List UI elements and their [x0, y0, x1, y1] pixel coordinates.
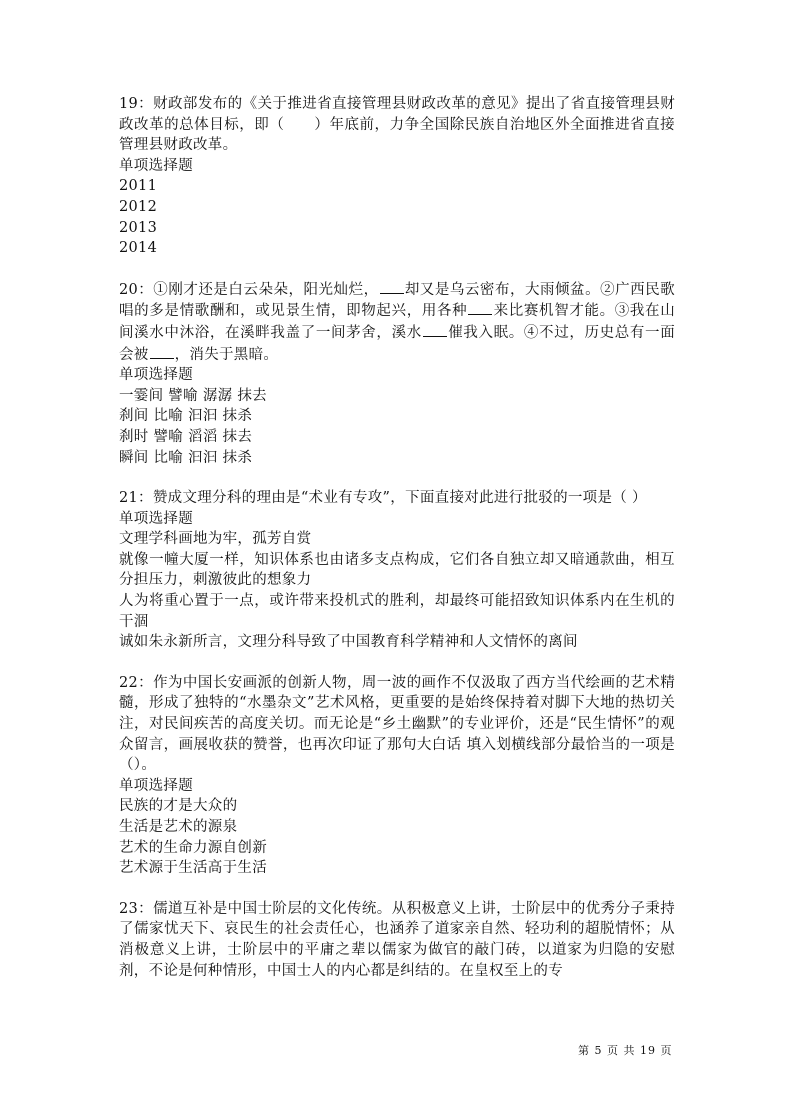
option: 艺术源于生活高于生活 — [119, 860, 267, 877]
option: 2012 — [119, 198, 158, 215]
question-20 — [119, 279, 675, 468]
option: 刹时 譬喻 滔滔 抹去 — [119, 428, 253, 445]
fill-blank — [380, 279, 404, 294]
fill-blank — [468, 300, 492, 315]
question-stem: 19：财政部发布的《关于推进省直接管理县财政改革的意见》提出了省直接管理县财政改革的总体目标，即（ ）年底前，力争全国除民族自治地区外全面推进省直接管理县财政改革。 — [119, 96, 675, 154]
question-19 — [119, 94, 675, 259]
question-stem: 22：作为中国长安画派的创新人物，周一波的画作不仅汲取了西方当代绘画的艺术精髓，形成了独特的“水墨杂文”艺术风格，更重要的是始终保持着对脚下大地的热切关注，对民间疾苦的高度关切。而无论是“乡土幽默”的专业评价，还是“民生情怀”的观众留言，画展收获的赞誉，也再次印证了那句大白话 填入划横线部分最恰当的一项是（）。 — [119, 674, 675, 774]
stem-part: ，消失于黑暗。 — [174, 346, 279, 363]
stem-part: 20：①刚才还是白云朵朵，阳光灿烂， — [119, 281, 379, 298]
stem-part: 催我入眠。④不过，历史总有一面会被 — [119, 324, 676, 363]
page-number: 第 5 页 共 19 页 — [578, 1044, 673, 1057]
option: 艺术的生命力源自创新 — [119, 839, 267, 856]
option: 2011 — [119, 178, 158, 195]
option: 文理学科画地为牢，孤芳自赏 — [119, 531, 312, 548]
option: 就像一幢大厦一样，知识体系也由诸多支点构成，它们各自独立却又暗通款曲，相互分担压力，刺激彼此的想象力 — [119, 551, 675, 589]
option: 2013 — [119, 219, 158, 236]
option: 刹间 比喻 汩汩 抹杀 — [119, 408, 253, 425]
question-stem: 23：儒道互补是中国士阶层的文化传统。从积极意义上讲，士阶层中的优秀分子秉持了儒家忧天下、哀民生的社会责任心，也涵养了道家亲自然、轻功利的超脱情怀；从消极意义上讲，士阶层中的平庸之辈以儒家为做官的敲门砖，以道家为归隐的安慰剂，不论是何种情形，中国士人的内心都是纠结的。在皇权至上的专 — [119, 900, 675, 979]
option: 生活是艺术的源泉 — [119, 819, 238, 835]
stem-part: 来比赛机智才能。③我在山间溪水中沐浴，在溪畔我盖了一间茅舍，溪水 — [119, 303, 675, 341]
fill-blank — [423, 322, 447, 337]
option: 民族的才是大众的 — [119, 798, 238, 815]
option: 人为将重心置于一点，或许带来投机式的胜利，却最终可能招致知识体系内在生机的干涸 — [119, 593, 675, 630]
question-type: 单项选择题 — [119, 367, 193, 384]
stem-part: 却又是乌云密布，大雨倾盆。②广西民歌唱的多是情歌酬和，或见景生情，即物起兴，用各种 — [119, 281, 675, 320]
question-22 — [119, 673, 675, 879]
question-23 — [119, 899, 675, 981]
option: 瞬间 比喻 汩汩 抹杀 — [119, 449, 253, 466]
option: 诚如朱永新所言，文理分科导致了中国教育科学精神和人文情怀的离间 — [119, 634, 578, 651]
question-21 — [119, 488, 675, 653]
question-type: 单项选择题 — [119, 777, 193, 794]
fill-blank — [150, 344, 174, 359]
question-stem: 21：赞成文理分科的理由是“术业有专攻”，下面直接对此进行批驳的一项是（ ） — [119, 490, 647, 507]
document-page — [119, 94, 675, 1001]
question-stem — [119, 279, 675, 365]
option: 一霎间 譬喻 潺潺 抹去 — [119, 387, 267, 404]
question-type: 单项选择题 — [119, 510, 193, 527]
question-type: 单项选择题 — [119, 157, 193, 174]
option: 2014 — [119, 240, 158, 257]
